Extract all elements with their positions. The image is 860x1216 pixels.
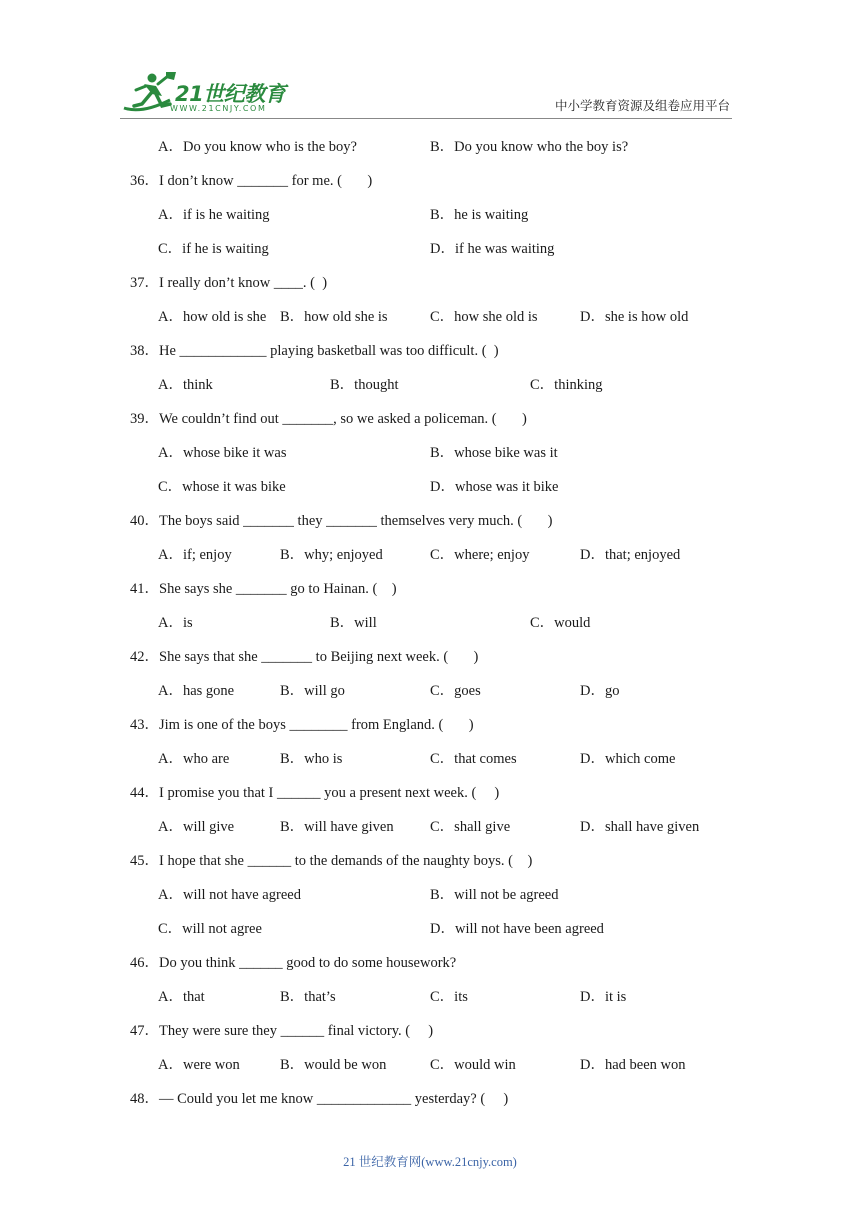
answer-option: B．will not be agreed (430, 887, 559, 903)
answer-option: C．where; enjoy (430, 547, 530, 563)
question-stem: 43．Jim is one of the boys ________ from England. ( ) (130, 717, 474, 733)
answer-option: C．would (530, 615, 591, 631)
answer-options (0, 538, 860, 572)
answer-option: A．whose bike it was (158, 445, 287, 461)
answer-options (0, 436, 860, 470)
answer-option: A．Do you know who is the boy? (158, 139, 357, 155)
answer-option: B．thought (330, 377, 399, 393)
question-stem: 44．I promise you that I ______ you a present next week. ( ) (130, 785, 500, 801)
answer-option: C．if he is waiting (158, 241, 269, 257)
answer-option: C．shall give (430, 819, 511, 835)
answer-option: A．if is he waiting (158, 207, 270, 223)
answer-option: D．she is how old (580, 309, 689, 325)
question-stem: 42．She says that she _______ to Beijing next week. ( ) (130, 649, 479, 665)
answer-options (0, 980, 860, 1014)
answer-option: B．who is (280, 751, 343, 767)
question-stem: 38．He ____________ playing basketball was too difficult. ( ) (130, 343, 499, 359)
answer-option: D．shall have given (580, 819, 700, 835)
answer-option: A．who are (158, 751, 230, 767)
answer-option: A．will not have agreed (158, 887, 301, 903)
answer-options (0, 674, 860, 708)
answer-option: D．it is (580, 989, 627, 1005)
answer-option: A．if; enjoy (158, 547, 232, 563)
question-stem: 48．— Could you let me know _____________ yesterday? ( ) (130, 1091, 509, 1107)
answer-option: B．will go (280, 683, 345, 699)
answer-option: D．had been won (580, 1057, 686, 1073)
answer-option: B．he is waiting (430, 207, 529, 223)
answer-options (0, 232, 860, 266)
answer-option: B．how old she is (280, 309, 388, 325)
answer-options (0, 742, 860, 776)
answer-option: A．that (158, 989, 205, 1005)
answer-option: D．go (580, 683, 620, 699)
answer-options (0, 130, 860, 164)
answer-option: B．will have given (280, 819, 394, 835)
question-stem: 36．I don’t know _______ for me. ( ) (130, 173, 373, 189)
answer-options (0, 606, 860, 640)
answer-option: B．would be won (280, 1057, 387, 1073)
answer-option: A．is (158, 615, 193, 631)
answer-options (0, 198, 860, 232)
answer-option: C．thinking (530, 377, 603, 393)
answer-option: C．would win (430, 1057, 516, 1073)
question-stem: 40．The boys said _______ they _______ themselves very much. ( ) (130, 513, 553, 529)
answer-option: D．will not have been agreed (430, 921, 604, 937)
header-divider (120, 118, 732, 119)
answer-option: A．were won (158, 1057, 240, 1073)
answer-option: C．will not agree (158, 921, 262, 937)
answer-options (0, 810, 860, 844)
logo-url: WWW.21CNJY.COM (170, 104, 267, 113)
answer-option: B．that’s (280, 989, 336, 1005)
answer-option: D．if he was waiting (430, 241, 555, 257)
page-footer: 21 世纪教育网(www.21cnjy.com) (343, 1155, 517, 1169)
answer-option: B．whose bike was it (430, 445, 558, 461)
answer-option: D．which come (580, 751, 676, 767)
answer-option: D．whose was it bike (430, 479, 559, 495)
question-stem: 41．She says she _______ go to Hainan. ( ) (130, 581, 397, 597)
answer-option: A．will give (158, 819, 235, 835)
answer-option: D．that; enjoyed (580, 547, 681, 563)
answer-option: C．whose it was bike (158, 479, 286, 495)
answer-options (0, 368, 860, 402)
logo-text: 21世纪教育 (175, 82, 286, 106)
answer-options (0, 878, 860, 912)
answer-option: B．why; enjoyed (280, 547, 383, 563)
question-stem: 45．I hope that she ______ to the demands of the naughty boys. ( ) (130, 853, 533, 869)
answer-option: C．its (430, 989, 468, 1005)
answer-option: A．has gone (158, 683, 235, 699)
answer-option: A．how old is she (158, 309, 267, 325)
answer-option: B．Do you know who the boy is? (430, 139, 629, 155)
answer-option: A．think (158, 377, 213, 393)
answer-options (0, 470, 860, 504)
answer-option: B．will (330, 615, 377, 631)
answer-options (0, 300, 860, 334)
site-slogan: 中小学教育资源及组卷应用平台 (554, 98, 730, 113)
question-stem: 39．We couldn’t find out _______, so we asked a policeman. ( ) (130, 411, 527, 427)
question-stem: 46．Do you think ______ good to do some housework? (130, 955, 457, 971)
answer-options (0, 1048, 860, 1082)
answer-option: C．that comes (430, 751, 517, 767)
page-header (0, 0, 860, 124)
question-stem: 47．They were sure they ______ final victory. ( ) (130, 1023, 434, 1039)
answer-option: C．goes (430, 683, 481, 699)
answer-option: C．how she old is (430, 309, 538, 325)
answer-options (0, 912, 860, 946)
question-stem: 37．I really don’t know ____. ( ) (130, 275, 328, 291)
